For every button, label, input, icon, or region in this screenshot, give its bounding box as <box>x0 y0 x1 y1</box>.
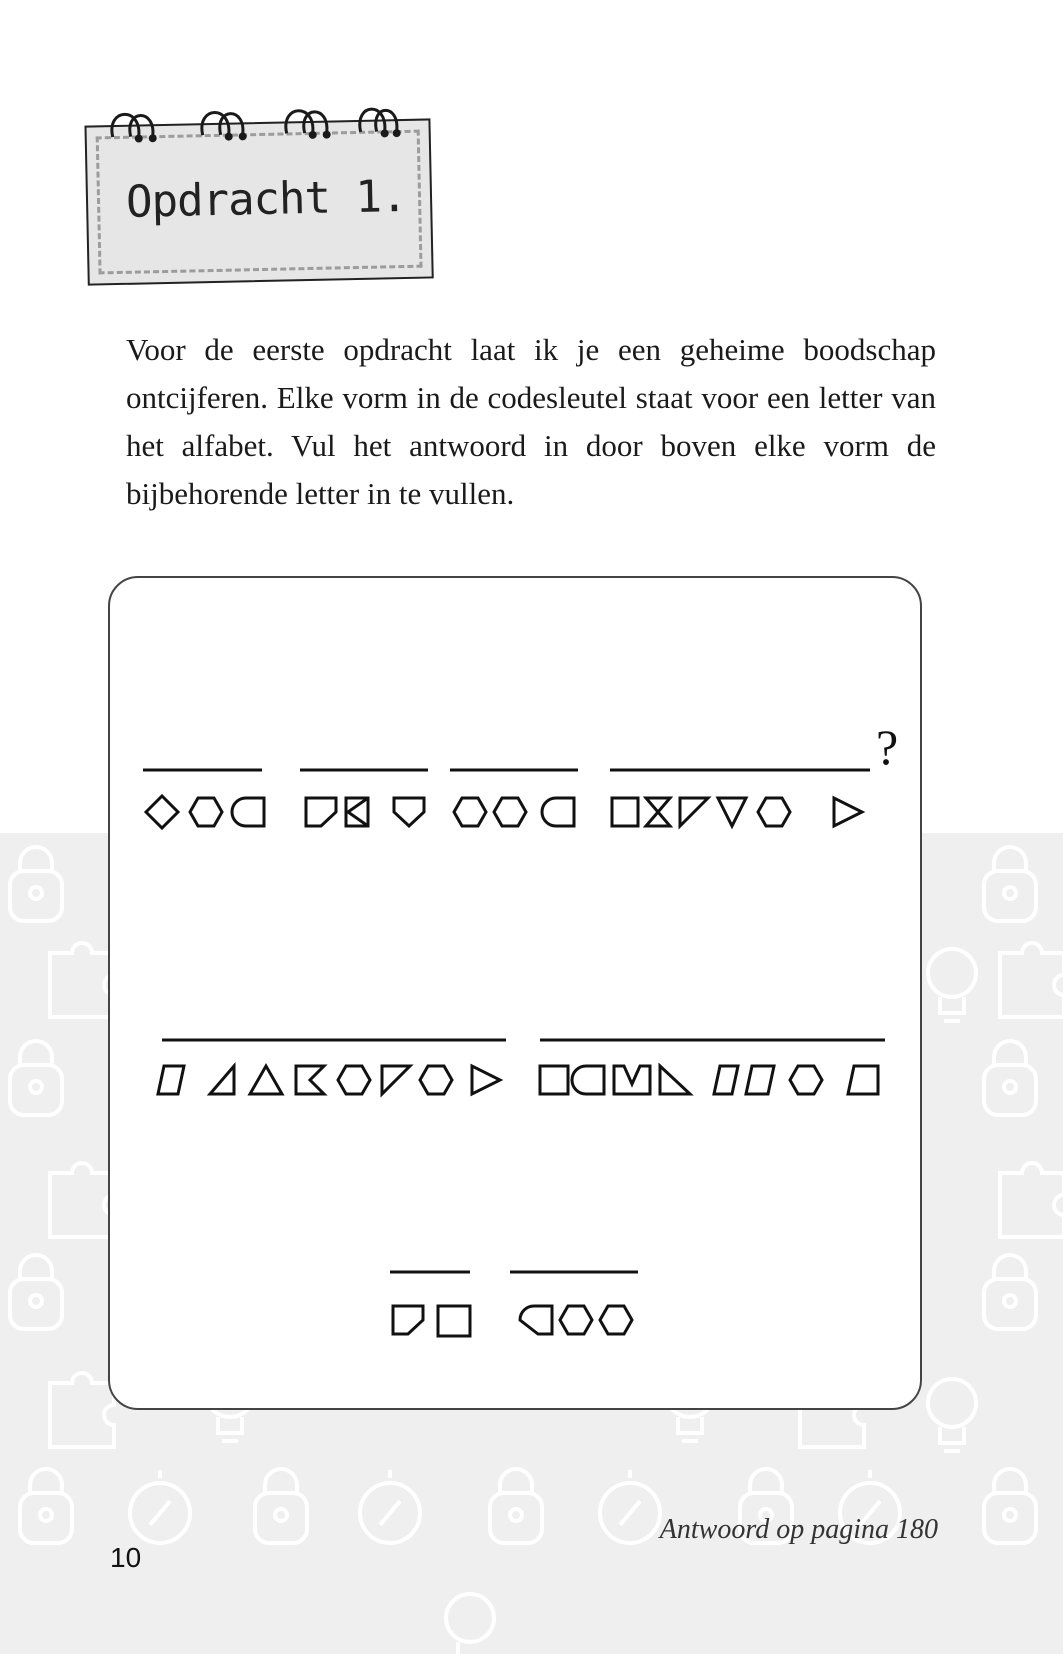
cipher-shapes-row-3 <box>393 1306 632 1336</box>
question-mark: ? <box>876 719 899 775</box>
intro-paragraph: Voor de eerste opdracht laat ik je een geheime boodschap ontcijferen. Elke vorm in de codesleutel staat voor een letter van het alfabet. Vul het antwoord in door boven elke vorm de bijbehorende letter in te vullen. <box>126 332 936 511</box>
cipher-shapes-row-1 <box>146 796 862 828</box>
page-title: Opdracht 1. <box>125 170 407 228</box>
answer-reference: Antwoord op pagina 180 <box>659 1514 938 1545</box>
page-number: 10 <box>110 1542 142 1573</box>
cipher-shapes-row-2 <box>158 1066 878 1094</box>
